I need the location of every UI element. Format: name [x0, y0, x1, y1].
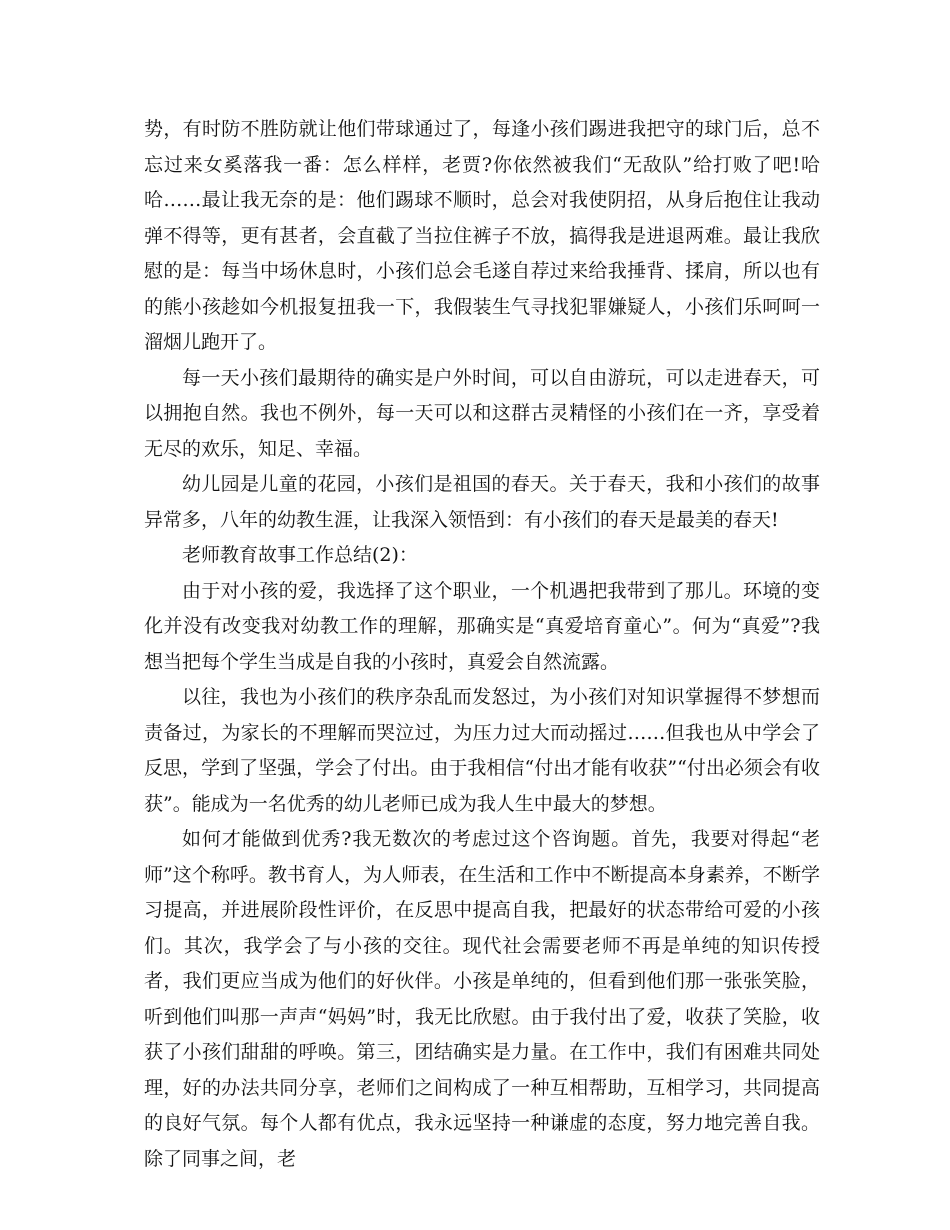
body-text — [144, 112, 820, 1177]
paragraph: 幼儿园是儿童的花园，小孩们是祖国的春天。关于春天，我和小孩们的故事异常多，八年的幼教生涯，让我深入领悟到：有小孩们的春天是最美的春天! — [144, 473, 820, 531]
section-heading: 老师教育故事工作总结(2)： — [182, 544, 418, 566]
paragraph: 由于对小孩的爱，我选择了这个职业，一个机遇把我带到了那儿。环境的变化并没有改变我对幼教工作的理解，那确实是“真爱培育童心”。何为“真爱”?我想当把每个学生当成是自我的小孩时，真爱会自然流露。 — [144, 579, 820, 673]
paragraph: 以往，我也为小孩们的秩序杂乱而发怒过，为小孩们对知识掌握得不梦想而责备过，为家长的不理解而哭泣过，为压力过大而动摇过……但我也从中学会了反思，学到了坚强，学会了付出。由于我相信“付出才能有收获”“付出必须会有收获”。能成为一名优秀的幼儿老师已成为我人生中最大的梦想。 — [144, 686, 820, 815]
paragraph: 如何才能做到优秀?我无数次的考虑过这个咨询题。首先，我要对得起“老师”这个称呼。教书育人，为人师表，在生活和工作中不断提高本身素养，不断学习提高，并进展阶段性评价，在反思中提高自我，把最好的状态带给可爱的小孩们。其次，我学会了与小孩的交往。现代社会需要老师不再是单纯的知识传授者，我们更应当成为他们的好伙伴。小孩是单纯的，但看到他们那一张张笑脸，听到他们叫那一声声“妈妈”时，我无比欣慰。由于我付出了爱，收获了笑脸，收获了小孩们甜甜的呼唤。第三，团结确实是力量。在工作中，我们有困难共同处理，好的办法共同分享，老师们之间构成了一种互相帮助，互相学习，共同提高的良好气氛。每个人都有优点，我永远坚持一种谦虚的态度，努力地完善自我。除了同事之间，老 — [144, 828, 820, 1170]
paragraph: 势，有时防不胜防就让他们带球通过了，每逢小孩们踢进我把守的球门后，总不忘过来女奚落我一番：怎么样样，老贾?你依然被我们“无敌队”给打败了吧!哈哈……最让我无奈的是：他们踢球不顺时，总会对我使阴招，从身后抱住让我动弹不得等，更有甚者，会直截了当拉住裤子不放，搞得我是进退两难。最让我欣慰的是：每当中场休息时，小孩们总会毛遂自荐过来给我捶背、揉肩，所以也有的熊小孩趁如今机报复扭我一下，我假装生气寻找犯罪嫌疑人，小孩们乐呵呵一溜烟儿跑开了。 — [144, 118, 820, 353]
paragraph: 每一天小孩们最期待的确实是户外时间，可以自由游玩，可以走进春天，可以拥抱自然。我也不例外，每一天可以和这群古灵精怪的小孩们在一齐，享受着无尽的欢乐，知足、幸福。 — [144, 366, 820, 460]
